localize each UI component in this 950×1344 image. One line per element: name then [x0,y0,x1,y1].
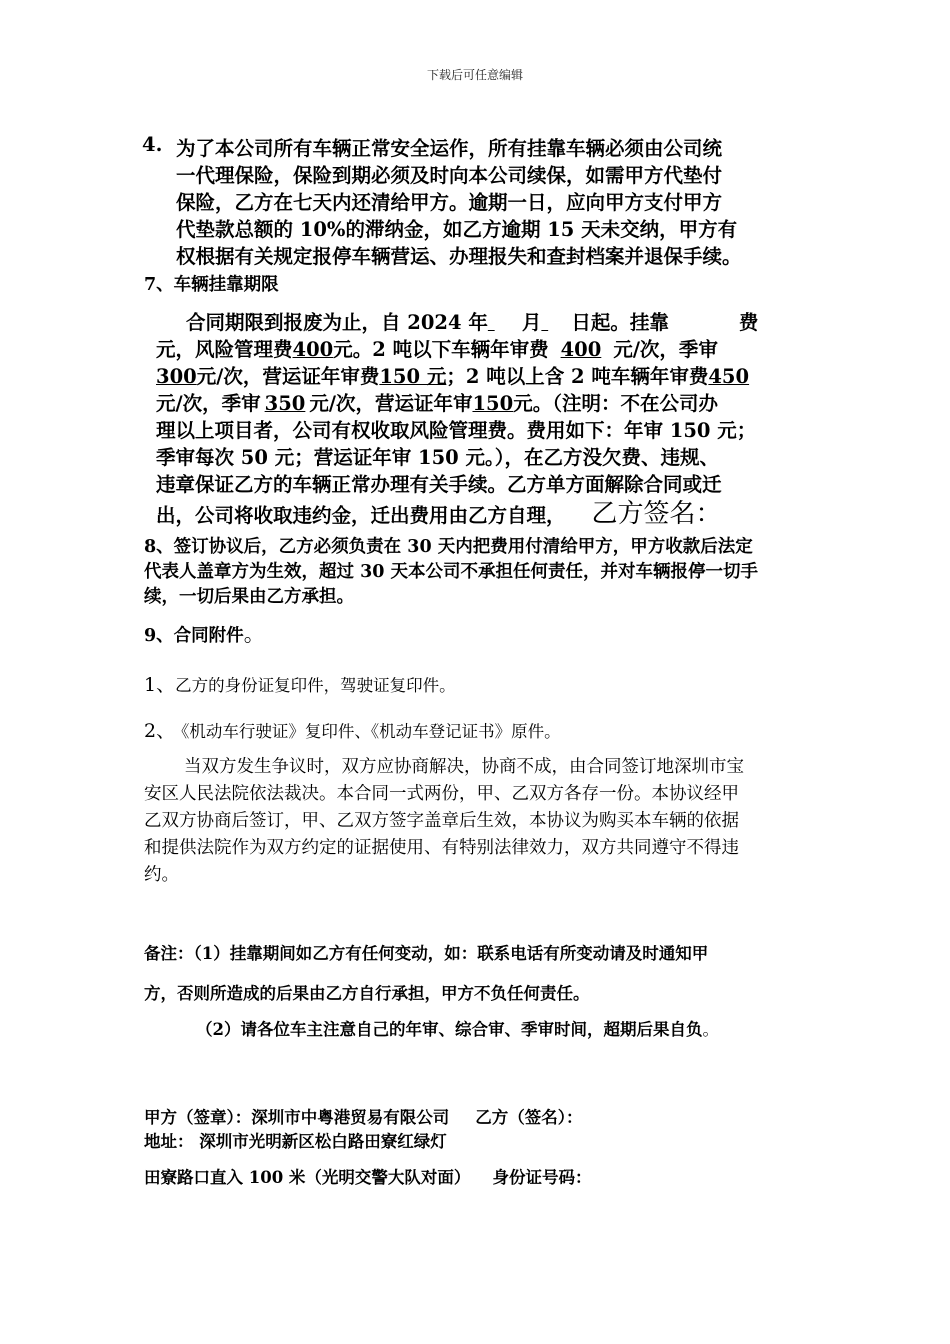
dispute-line-3: 乙双方协商后签订，甲、乙双方签字盖章后生效，本协议为购买本车辆的依据 [144,811,739,831]
license-annual-label: 元/次，营运证年审 [309,392,473,415]
item-4-line-1: 为了本公司所有车辆正常安全运作，所有挂靠车辆必须由公司统 [176,137,723,160]
party-b-sign-label: 乙方（签名）： [475,1108,583,1127]
section-7-line-3 [156,361,749,389]
risk-fee-value: 400 [292,338,334,361]
item-4-line-2: 一代理保险，保险到期必须及时向本公司续保，如需甲方代垫付 [176,164,723,187]
license-fee-value: 150 元 [379,365,447,388]
attachment-2 [144,716,561,743]
attachment-1-number: 1、 [144,674,176,696]
item-4-line-4: 代垫款总额的 10%的滞纳金，如乙方逾期 15 天未交纳，甲方有 [176,218,738,241]
address-line-2-text: 田寮路口直入 100 米（光明交警大队对面） [144,1168,471,1187]
party-a-seal-label: 甲方（签章）：深圳市中粤港贸易有限公司 [144,1108,450,1127]
item-4-number: 4. [142,133,163,156]
notes-line-2: 方，否则所造成的后果由乙方自行承担，甲方不负任何责任。 [144,984,590,1003]
item-4-line-5: 权根据有关规定报停车辆营运、办理报失和查封档案并退保手续。 [176,245,742,268]
section-7-line-6: 季审每次 50 元；营运证年审 150 元。），在乙方没欠费、违规、 [156,446,719,469]
risk-fee-label: 元，风险管理费 [156,338,293,361]
section-7-heading: 7、车辆挂靠期限 [144,275,279,295]
section-9-heading [144,618,265,648]
item-4-line-3: 保险，乙方在七天内还清给甲方。逾期一日，应向甲方支付甲方 [176,191,723,214]
notes-line-3-period: 。 [702,1020,719,1039]
note-start: 元。（注明：不在公司办 [513,392,718,415]
day-label: 日起。挂靠 [571,311,669,334]
attachment-1-text: 乙方的身份证复印件，驾驶证复印件。 [175,676,456,695]
page-header: 下载后可任意编辑 [426,68,523,82]
dispute-line-4: 和提供法院作为双方约定的证据使用、有特别法律效力，双方共同遵守不得违 [144,838,739,858]
license-annual-value: 150 [472,392,514,415]
notes-line-1: 备注：（1）挂靠期间如乙方有任何变动，如：联系电话有所变动请及时通知甲 [144,944,709,963]
month-label: 月 [521,311,542,334]
annual-fee-large-label: ；2 吨以上含 2 吨车辆年审费 [446,365,709,388]
quarterly-fee-large-value: 350 [264,392,306,415]
section-7-line-8 [156,493,722,530]
party-b-signature-label: 乙方签名： [591,499,722,529]
quarterly-fee-value: 300 [156,365,197,388]
notes-line-3-text: （2）请各位车主注意自己的年审、综合审、季审时间，超期后果自负 [196,1020,703,1039]
license-fee-label: 元/次，营运证年审费 [196,365,380,388]
address-line-1: 地址： 深圳市光明新区松白路田寮红绿灯 [144,1132,447,1151]
fee-label: 费 [738,311,759,334]
annual-fee-large-value: 450 [708,365,750,388]
annual-fee-small-value: 400 [560,338,602,361]
dispute-line-5: 约。 [144,865,179,885]
section-7-line-1 [186,307,758,335]
dispute-line-1: 当双方发生争议时，双方应协商解决，协商不成，由合同签订地深圳市宝 [184,757,744,777]
quarterly-label: 元/次，季审 [613,338,718,361]
attachment-2-number: 2、 [144,720,176,742]
section-8-line-2: 代表人盖章方为生效，超过 30 天本公司不承担任何责任，并对车辆报停一切手 [144,562,759,582]
section-7-line-4 [156,388,718,416]
section-7-line-7: 违章保证乙方的车辆正常办理有关手续。乙方单方面解除合同或迁 [156,473,722,496]
attachment-2-text: 《机动车行驶证》复印件、《机动车登记证书》原件。 [181,722,561,741]
id-number-label: 身份证号码： [492,1168,592,1187]
section-8-line-1: 8、签订协议后，乙方必须负责在 30 天内把费用付清给甲方，甲方收款后法定 [144,537,753,557]
section-8-line-3: 续，一切后果由乙方承担。 [144,587,354,607]
dispute-line-2: 安区人民法院依法裁决。本合同一式两份，甲、乙双方各存一份。本协议经甲 [144,784,739,804]
address-line-2 [144,1164,591,1188]
section-7-line-2 [156,334,718,362]
section-9-heading-period: 。 [243,622,265,646]
quarterly-label-2: 元/次，季审 [156,392,261,415]
section-9-heading-text: 9、合同附件 [144,626,244,646]
term-start-text: 合同期限到报废为止，自 2024 年 [186,311,488,334]
party-a-line [144,1104,583,1128]
annual-fee-small-label: 元。2 吨以下车辆年审费 [333,338,549,361]
notes-line-3 [196,1016,719,1040]
section-7-line-5: 理以上项目者，公司有权收取风险管理费。费用如下：年审 150 元； [156,419,757,442]
exit-fee-text: 出，公司将收取违约金，迁出费用由乙方自理， [156,504,566,527]
attachment-1 [144,670,456,697]
